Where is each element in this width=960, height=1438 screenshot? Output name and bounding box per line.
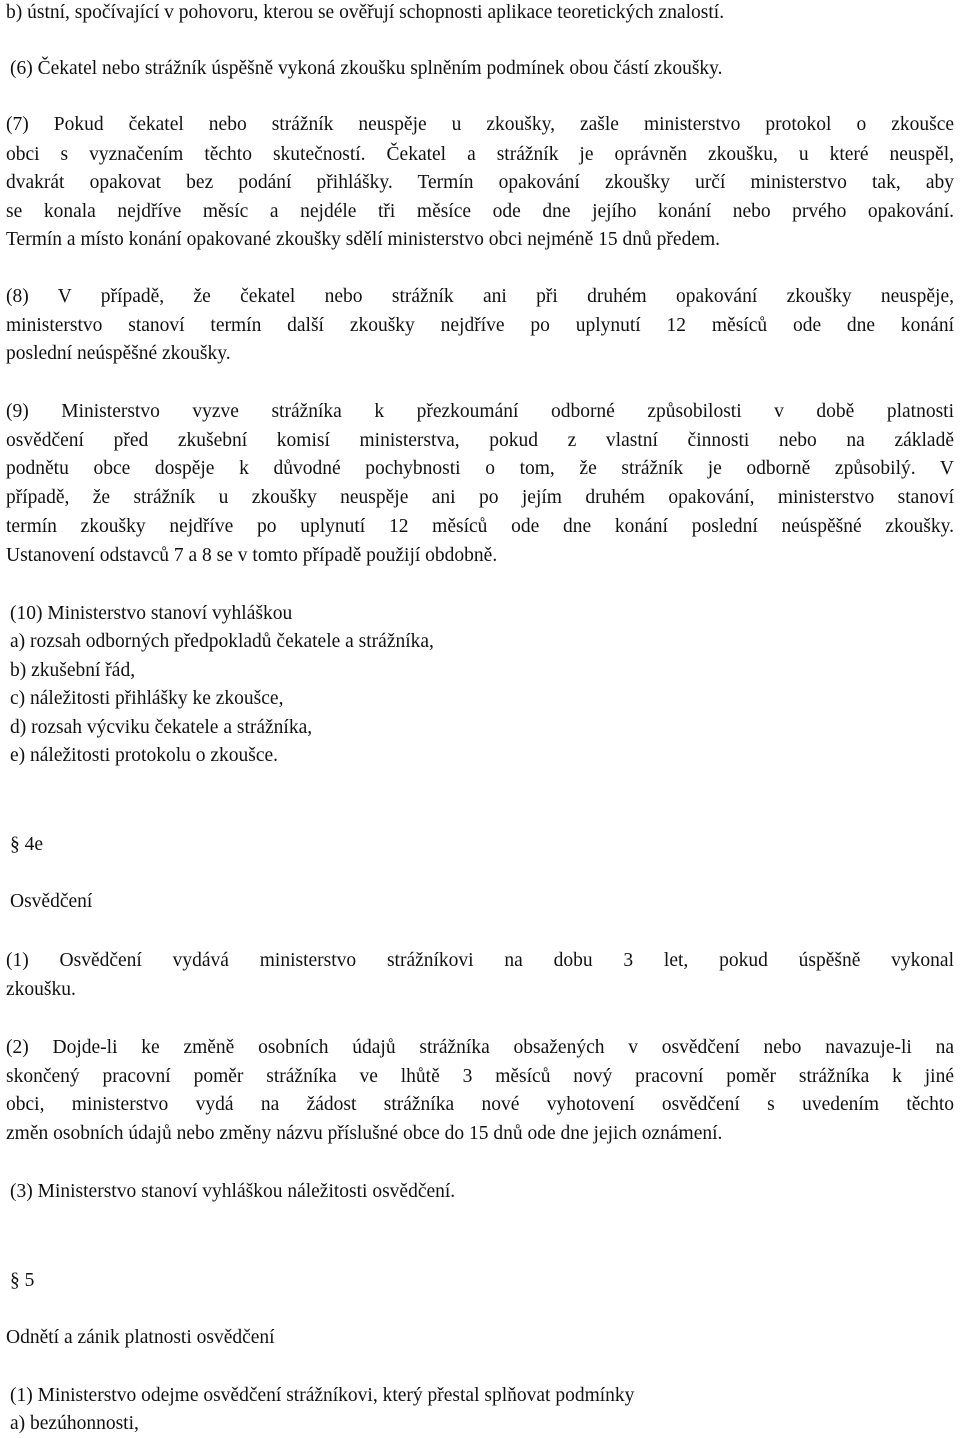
section-number: § 4e (10, 834, 44, 855)
text-line: obci s vyznačením těchto skutečností. Čekatel a strážník je oprávněn zkoušku, u které neuspěl, (6, 144, 954, 165)
text-line: dvakrát opakovat bez podání přihlášky. Termín opakování zkoušky určí ministerstvo tak, aby (6, 172, 954, 193)
text-line: b) zkušební řád, (10, 660, 136, 681)
text-line: (9) Ministerstvo vyzve strážníka k přezkoumání odborné způsobilosti v době platnosti (6, 401, 954, 422)
text-line: Ustanovení odstavců 7 a 8 se v tomto případě použijí obdobně. (6, 545, 498, 566)
text-line: d) rozsah výcviku čekatele a strážníka, (10, 717, 313, 738)
text-line: b) ústní, spočívající v pohovoru, kterou se ověřují schopnosti aplikace teoretických znalostí. (6, 2, 725, 23)
text-line: (6) Čekatel nebo strážník úspěšně vykoná zkoušku splněním podmínek obou částí zkoušky. (10, 58, 723, 79)
section-number: § 5 (10, 1270, 35, 1291)
text-line: c) náležitosti přihlášky ke zkoušce, (10, 688, 284, 709)
section-title: Osvědčení (10, 891, 93, 912)
text-line: ministerstvo stanoví termín další zkoušky nejdříve po uplynutí 12 měsíců ode dne konání (6, 315, 954, 336)
text-line: skončený pracovní poměr strážníka ve lhůtě 3 měsíců nový pracovní poměr strážníka k jiné (6, 1066, 954, 1087)
text-line: osvědčení před zkušební komisí ministerstva, pokud z vlastní činnosti nebo na základě (6, 430, 954, 451)
text-line: (8) V případě, že čekatel nebo strážník ani při druhém opakování zkoušky neuspěje, (6, 286, 954, 307)
text-line: (3) Ministerstvo stanoví vyhláškou náležitosti osvědčení. (10, 1181, 456, 1202)
text-line: (1) Osvědčení vydává ministerstvo strážníkovi na dobu 3 let, pokud úspěšně vykonal (6, 950, 954, 971)
text-line: případě, že strážník u zkoušky neuspěje ani po jejím druhém opakování, ministerstvo stanoví (6, 487, 954, 508)
text-line: (10) Ministerstvo stanoví vyhláškou (10, 603, 293, 624)
text-line: (2) Dojde-li ke změně osobních údajů strážníka obsažených v osvědčení nebo navazuje-li na (6, 1037, 954, 1058)
text-line: Termín a místo konání opakované zkoušky sdělí ministerstvo obci nejméně 15 dnů předem. (6, 229, 721, 250)
text-line: obci, ministerstvo vydá na žádost strážníka nové vyhotovení osvědčení s uvedením těchto (6, 1094, 954, 1115)
section-title: Odnětí a zánik platnosti osvědčení (6, 1327, 275, 1348)
text-line: e) náležitosti protokolu o zkoušce. (10, 745, 279, 766)
text-line: změn osobních údajů nebo změny názvu příslušné obce do 15 dnů ode dne jejich oznámení. (6, 1123, 723, 1144)
text-line: a) rozsah odborných předpokladů čekatele a strážníka, (10, 631, 434, 652)
text-line: a) bezúhonnosti, (10, 1413, 139, 1434)
text-line: termín zkoušky nejdříve po uplynutí 12 měsíců ode dne konání poslední neúspěšné zkoušky. (6, 516, 954, 537)
text-line: se konala nejdříve měsíc a nejdéle tři měsíce ode dne jejího konání nebo prvého opakování. (6, 201, 954, 222)
text-line: (7) Pokud čekatel nebo strážník neuspěje u zkoušky, zašle ministerstvo protokol o zkoušce (6, 114, 954, 135)
text-line: podnětu obce dospěje k důvodné pochybnosti o tom, že strážník je odborně způsobilý. V (6, 458, 954, 479)
text-line: poslední neúspěšné zkoušky. (6, 343, 231, 364)
text-line: zkoušku. (6, 979, 76, 1000)
text-line: (1) Ministerstvo odejme osvědčení strážníkovi, který přestal splňovat podmínky (10, 1385, 635, 1406)
